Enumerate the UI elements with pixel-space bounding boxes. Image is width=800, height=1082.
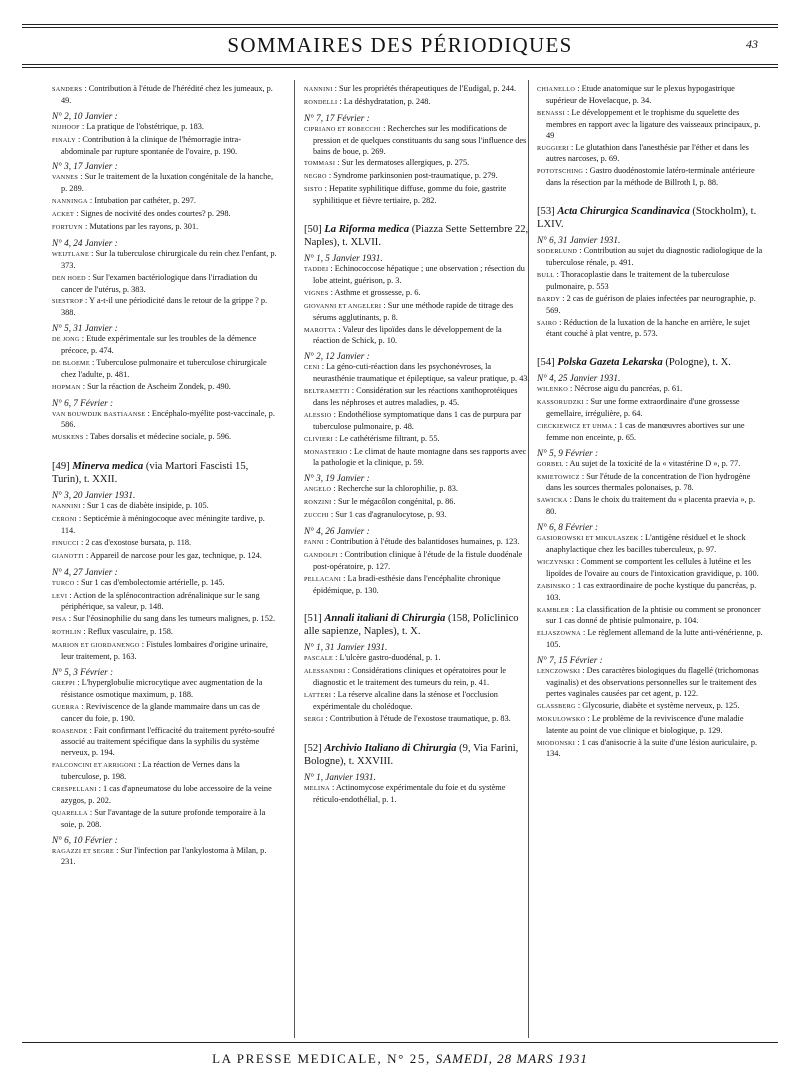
article-author: FINALY: [52, 136, 76, 144]
issue-heading: N° 6, 8 Février :: [537, 522, 599, 533]
issue-heading: N° 3, 19 Janvier :: [304, 473, 370, 484]
article-entry: [304, 158, 530, 170]
article-entry: [304, 410, 530, 433]
article-author: ZABINSKO: [537, 582, 571, 590]
article-author: MUSKENS: [52, 434, 84, 442]
article-entry: [304, 714, 530, 726]
article-author: GIANOTTI: [52, 552, 84, 560]
article-author: ALESSANDRI: [304, 668, 346, 676]
journal-heading: [537, 205, 763, 231]
article-entry: [537, 270, 763, 293]
article-title: : Le développement et le trophisme du squelette des membres en rapport avec la ligature des vaisseaux principaux, p. 49: [546, 107, 761, 140]
article-author: SAWICKA: [537, 497, 568, 505]
article-title: : Reviviscence de la glande mammaire dans un cas de cancer du foie, p. 190.: [61, 701, 260, 723]
article-author: SERGI: [304, 715, 324, 723]
article-title: : Recherche sur la chlorophilie, p. 83.: [333, 484, 458, 494]
article-entry: [537, 459, 763, 471]
article-title: : Sur le mégacôlon congénital, p. 86.: [333, 497, 456, 507]
article-title: : Comment se comportent les cellules à lutéine et les lipoïdes de l'ovaire au cours de l'intoxication gravidique, p. 100.: [546, 556, 759, 578]
article-title: : Réduction de la luxation de la hanche en arrière, le sujet étant couché à plat ventre, p. 573.: [546, 317, 750, 339]
article-entry: [537, 421, 763, 444]
article-title: : 1 cas extraordinaire de poche kystique du pancréas, p. 103.: [546, 580, 757, 602]
article-author: TADDEI: [304, 265, 329, 273]
article-entry: [304, 84, 530, 96]
article-author: KAMBLER: [537, 606, 570, 614]
article-title: : Sur l'éosinophilie du sang dans les tumeurs malignes, p. 152.: [68, 614, 276, 624]
article-author: HOPMAN: [52, 383, 81, 391]
article-entry: [304, 362, 530, 385]
issue-heading: N° 4, 26 Janvier :: [304, 526, 370, 536]
article-entry: [52, 334, 278, 357]
article-title: : Au sujet de la toxicité de la « vitastérine D », p. 77.: [565, 458, 741, 468]
article-entry: [52, 514, 278, 537]
article-entry: [537, 605, 763, 628]
article-title: : Intubation par cathéter, p. 297.: [89, 196, 196, 206]
article-title: : Fait confirmant l'efficacité du traitement pyréto-soufré associé au traitement spécifique dans la syphilis du système nerveux, p. 194.: [61, 725, 275, 758]
article-author: SAIRO: [537, 319, 558, 327]
article-author: PISA: [52, 616, 67, 624]
article-entry: [304, 484, 530, 496]
journal-number: [53]: [537, 206, 555, 218]
top-rule: [22, 24, 778, 25]
article-entry: [537, 246, 763, 269]
article-entry: [304, 301, 530, 324]
article-author: VAN BOUWDIJK BASTIAANSE: [52, 410, 146, 418]
article-title: : Sur une méthode rapide de titrage des sérums agglutinants, p. 8.: [313, 300, 514, 322]
article-title: : Considérations cliniques et opératoires pour le diagnostic et le traitement des tumeurs du rein, p. 41.: [313, 666, 507, 688]
article-entry: [537, 738, 763, 761]
article-title: : Sur une forme extraordinaire d'une grossesse gemellaire, irrégulière, p. 64.: [546, 397, 740, 419]
issue-heading: N° 2, 12 Janvier :: [304, 351, 370, 362]
article-title: : L'hyperglobulie microcytique avec augmentation de la résistance osmotique maximum, p. 188.: [61, 677, 263, 699]
article-title: : Septicémie à méningocoque avec méningite tardive, p. 114.: [61, 514, 265, 535]
article-entry: [537, 397, 763, 420]
article-entry: [52, 84, 278, 107]
article-author: ROASENDE: [52, 727, 88, 735]
article-entry: [304, 97, 530, 109]
article-title: : Considération sur les réactions xanthoprotéiques dans les néphroses et autres maladies, p. 45.: [313, 386, 518, 407]
article-author: FINUCCI: [52, 539, 79, 547]
article-entry: [537, 714, 763, 737]
article-title: : Contribution à la clinique de l'hémorragie intra-abdominale par rupture spontanée de l'ovaire, p. 190.: [61, 134, 241, 156]
article-entry: [537, 143, 763, 166]
article-author: LENCZOWSKI: [537, 668, 581, 676]
article-author: VIGNES: [304, 289, 329, 297]
article-title: : Glycosurie, diabète et système nerveux, p. 125.: [577, 700, 740, 710]
article-author: NANNINI: [304, 86, 333, 93]
article-entry: [52, 614, 278, 626]
footer-date: SAMEDI, 28 MARS 1931: [435, 1051, 588, 1066]
article-author: BENASSI: [537, 109, 565, 117]
article-title: : La réserve alcaline dans la sténose et l'occlusion expérimentale du cholédoque.: [313, 690, 498, 711]
article-author: CRESPELLANI: [52, 786, 97, 794]
journal-number: [50]: [304, 224, 322, 236]
article-title: : Etude expérimentale sur les troubles de la démence précoce, p. 474.: [61, 334, 257, 356]
article-entry: [537, 666, 763, 700]
article-author: ANGELO: [304, 486, 332, 494]
article-title: : Dans le choix du traitement du « placenta praevia », p. 80.: [546, 495, 756, 517]
article-entry: [52, 222, 278, 234]
article-author: NANNINI: [52, 503, 81, 511]
article-title: : Sur l'examen bactériologique dans l'irradiation du cancer de l'utérus, p. 383.: [61, 272, 258, 294]
article-entry: [537, 166, 763, 189]
issue-heading: N° 7, 15 Février :: [537, 655, 603, 666]
article-entry: [304, 171, 530, 183]
issue-heading: N° 1, 5 Janvier 1931.: [304, 253, 383, 264]
article-title: : Contribution à l'étude de l'hérédité chez les jumeaux, p. 49.: [61, 84, 273, 105]
article-entry: [537, 628, 763, 651]
article-entry: [537, 84, 763, 107]
article-title: : Tuberculose pulmonaire et tuberculose chirurgicale chez l'adulte, p. 481.: [61, 357, 267, 379]
issue-heading: N° 4, 27 Janvier :: [52, 566, 118, 577]
article-author: MARION ET GIORDANENGO: [52, 642, 140, 650]
journal-name: Archivio Italiano di Chirurgia: [324, 742, 457, 754]
article-entry: [537, 294, 763, 317]
article-entry: [52, 172, 278, 195]
issue-heading: N° 7, 17 Février :: [304, 112, 370, 123]
article-title: : Reflux vasculaire, p. 158.: [83, 627, 173, 637]
article-title: : Appareil de narcose pour les gaz, technique, p. 124.: [86, 550, 262, 560]
article-entry: [52, 702, 278, 725]
issue-heading: N° 6, 31 Janvier 1931.: [537, 235, 621, 246]
article-author: SISTO: [304, 186, 323, 194]
journal-number: [51]: [304, 613, 322, 625]
issue-heading: N° 3, 20 Janvier 1931.: [52, 490, 136, 501]
journal-address: (Pologne), t. X.: [665, 357, 731, 369]
article-title: : Fistules lombaires d'origine urinaire, leur traitement, p. 163.: [61, 640, 268, 662]
article-entry: [52, 551, 278, 563]
page-title: SOMMAIRES DES PÉRIODIQUES: [227, 33, 573, 57]
article-title: : Etude anatomique sur le plexus hypogastrique supérieur de Hovelacque, p. 34.: [546, 84, 735, 105]
article-entry: [52, 578, 278, 590]
article-author: CIPRIANO ET ROBECCHI: [304, 125, 382, 133]
article-author: NIJHOOF: [52, 123, 80, 131]
article-entry: [52, 409, 278, 432]
article-author: RONDELLI: [304, 98, 338, 106]
article-title: : Sur 1 cas d'agranulocytose, p. 93.: [330, 510, 447, 520]
article-author: TOMMASI: [304, 160, 336, 168]
article-entry: [52, 135, 278, 158]
article-author: TURCO: [52, 579, 75, 587]
article-entry: [52, 196, 278, 208]
journal-address: (Piazza Sette Settembre 22, Naples), t. XLVII.: [304, 224, 529, 249]
page-number: 43: [746, 37, 758, 51]
article-title: : La pratique de l'obstétrique, p. 183.: [81, 121, 204, 131]
issue-heading: N° 5, 9 Février :: [537, 447, 599, 458]
article-author: POTOTSCHING: [537, 168, 584, 176]
article-author: ROTHLIN: [52, 629, 82, 637]
article-title: : Le règlement allemand de la lutte anti-vénérienne, p. 105.: [546, 628, 763, 650]
top-rule-inner: [22, 27, 778, 28]
article-title: : 2 cas de guérison de plaies infectées par neurographie, p. 569.: [546, 293, 756, 315]
article-entry: [304, 666, 530, 689]
article-author: BELTRAMETTI: [304, 388, 350, 396]
article-author: LEVI: [52, 592, 68, 600]
article-entry: [537, 533, 763, 556]
article-entry: [304, 537, 530, 549]
article-entry: [537, 557, 763, 580]
article-title: : Gastro duodénostomie latéro-terminale antérieure dans la résection par la méthode de Billroth I, p. 88.: [546, 166, 755, 188]
article-entry: [52, 296, 278, 319]
article-author: QUARELLA: [52, 809, 88, 817]
article-author: GUERRA: [52, 703, 80, 711]
issue-heading: N° 1, Janvier 1931.: [304, 771, 376, 782]
article-title: : Sur l'infection par l'ankylostoma à Milan, p. 231.: [61, 845, 267, 867]
article-author: WEIJTLANE: [52, 250, 90, 258]
article-title: : Sur le traitement de la luxation congénitale de la hanche, p. 289.: [61, 172, 274, 194]
article-entry: [304, 574, 530, 597]
issue-heading: N° 4, 25 Janvier 1931.: [537, 373, 621, 384]
article-author: ELJASZOWNA: [537, 630, 581, 638]
article-entry: [537, 384, 763, 396]
article-title: : L'ulcère gastro-duodénal, p. 1.: [335, 653, 441, 663]
journal-name: Acta Chirurgica Scandinavica: [557, 206, 690, 218]
article-title: : 1 cas d'apneumatose du lobe accessoire de la veine azygos, p. 202.: [61, 784, 272, 805]
article-title: : La réaction de Vernes dans la tuberculose, p. 198.: [61, 760, 240, 782]
issue-heading: N° 6, 10 Février :: [52, 834, 118, 845]
article-title: : Actinomycose expérimentale du foie et du système réticulo-endothélial, p. 1.: [313, 782, 506, 804]
footer-rule: [22, 1042, 778, 1043]
article-author: RONZINI: [304, 499, 332, 507]
article-author: MONASTERIO: [304, 448, 348, 456]
article-author: ACKET: [52, 211, 75, 219]
article-entry: [52, 640, 278, 663]
article-title: : Contribution à l'étude des balantidoses humaines, p. 123.: [326, 536, 520, 546]
article-author: NANNINGA: [52, 198, 88, 206]
article-entry: [537, 472, 763, 495]
article-author: ALESSIO: [304, 411, 332, 419]
article-title: : Sur l'avantage de la suture profonde temporaire à la soie, p. 208.: [61, 807, 266, 829]
article-author: DE BLOEME: [52, 359, 90, 367]
article-entry: [52, 249, 278, 272]
issue-heading: N° 1, 31 Janvier 1931.: [304, 642, 388, 653]
article-title: : Le climat de haute montagne dans ses rapports avec la pathologie et la clinique, p. 59.: [313, 446, 527, 468]
article-author: GORBEL: [537, 460, 564, 468]
article-title: : Mutations par les rayons, p. 301.: [85, 221, 199, 231]
article-entry: [52, 122, 278, 134]
journal-address: (via Martori Fascisti 15, Turin), t. XXII.: [52, 461, 249, 486]
article-entry: [304, 510, 530, 522]
article-entry: [52, 358, 278, 381]
article-entry: [537, 581, 763, 604]
article-title: : Tabes dorsalis et médecine sociale, p. 596.: [85, 432, 232, 442]
article-entry: [52, 808, 278, 831]
article-author: CENI: [304, 364, 320, 372]
article-author: GREPPI: [52, 679, 76, 687]
article-author: FALCONCINI ET ARRIGONI: [52, 762, 137, 770]
issue-heading: N° 2, 10 Janvier :: [52, 110, 118, 121]
article-entry: [52, 784, 278, 807]
journal-heading: [537, 356, 763, 369]
journal-number: [54]: [537, 357, 555, 369]
article-author: FORTUYN: [52, 223, 83, 231]
journal-number: [49]: [52, 461, 70, 473]
article-entry: [52, 538, 278, 550]
journal-heading: [304, 612, 530, 638]
article-entry: [304, 783, 530, 806]
issue-heading: N° 5, 31 Janvier :: [52, 323, 118, 334]
article-author: VANNES: [52, 174, 79, 182]
article-title: : Le glutathion dans l'anesthésie par l'éther et dans les autres narcoses, p. 69.: [546, 142, 749, 164]
column-3: [537, 84, 763, 1034]
article-author: WILENKO: [537, 386, 568, 394]
article-entry: [52, 209, 278, 221]
article-author: NEGRO: [304, 173, 327, 181]
article-title: : Valeur des lipoïdes dans le développement de la réaction de Schick, p. 10.: [313, 324, 502, 346]
article-author: WICZYNSKI: [537, 558, 575, 566]
article-author: MOKULOWSKO: [537, 715, 586, 723]
issue-heading: N° 3, 17 Janvier :: [52, 161, 118, 172]
article-entry: [52, 760, 278, 783]
article-author: RUGGIERI: [537, 144, 569, 152]
article-entry: [537, 701, 763, 713]
journal-name: Polska Gazeta Lekarska: [557, 357, 663, 369]
article-title: : Nécrose aigu du pancréas, p. 61.: [570, 384, 683, 394]
article-title: : Contribution clinique à l'étude de la fistule duodénale post-opératoire, p. 127.: [313, 549, 523, 571]
article-author: DEN HOED: [52, 274, 86, 282]
article-title: : Des caractères biologiques du flagellé (trichomonas vaginalis) et des observations personnelles sur le traitement des pertes vaginales causées par cet agent, p. 122.: [546, 666, 759, 698]
footer-publication: LA PRESSE MEDICALE, N° 25,: [212, 1051, 431, 1066]
article-title: : Sur l'étude de la concentration de l'ion hydrogène dans les sources thermales polonaises, p. 78.: [546, 471, 751, 493]
article-entry: [537, 318, 763, 341]
article-entry: [304, 434, 530, 446]
article-entry: [304, 386, 530, 409]
article-title: : Hepatite syphilitique diffuse, gomme du foie, gastrite syphilitique et fièvre tertiaire, p. 282.: [313, 184, 507, 206]
article-author: SODERLUND: [537, 248, 578, 256]
article-author: MIODONSKI: [537, 739, 576, 747]
article-entry: [304, 550, 530, 573]
article-entry: [52, 591, 278, 614]
article-entry: [52, 846, 278, 869]
article-entry: [52, 627, 278, 639]
article-author: KASSORUDZKI: [537, 399, 584, 407]
journal-heading: [304, 223, 530, 249]
journal-address: (158, Policlinico alle sapienze, Naples), t. X.: [304, 613, 519, 638]
article-author: CERONI: [52, 516, 77, 524]
article-author: PELLACANI: [304, 575, 342, 583]
article-author: PASCALE: [304, 655, 334, 663]
article-title: : Encéphalo-myélite post-vaccinale, p. 586.: [61, 408, 275, 430]
article-entry: [304, 325, 530, 348]
article-title: : Recherches sur les modifications de pression et de quelques constituants du sang sous l'influence des bains de boue, p. 269.: [313, 123, 527, 156]
article-entry: [52, 432, 278, 444]
article-entry: [304, 497, 530, 509]
article-entry: [304, 690, 530, 713]
article-title: : Syndrome parkinsonien post-traumatique, p. 279.: [328, 171, 498, 181]
article-title: : Contribution au sujet du diagnostic radiologique de la tuberculose rénale, p. 491.: [546, 246, 763, 267]
article-entry: [52, 726, 278, 760]
journal-number: [52]: [304, 742, 322, 754]
article-title: : Endothéliose symptomatique dans 1 cas de purpura par tuberculose pulmonaire, p. 48.: [313, 409, 522, 431]
article-title: : 2 cas d'exostose bursata, p. 118.: [80, 537, 192, 547]
article-entry: [537, 495, 763, 518]
article-entry: [304, 288, 530, 300]
article-title: : Le cathétérisme filtrant, p. 55.: [334, 433, 440, 443]
article-title: : La déshydratation, p. 248.: [339, 96, 431, 106]
issue-heading: N° 4, 24 Janvier :: [52, 237, 118, 248]
article-author: GASIOROWSKI ET MIKULASZEK: [537, 535, 639, 543]
article-author: LATTERI: [304, 692, 332, 700]
article-title: : L'antigène résiduel et le shock anaphylactique chez les bacilles tuberculeux, p. 97.: [546, 533, 746, 554]
article-title: : Asthme et grossesse, p. 6.: [330, 287, 421, 297]
page-footer: [0, 1051, 800, 1067]
article-title: : Sur la tuberculose chirurgicale du rein chez l'enfant, p. 373.: [61, 248, 277, 270]
article-author: RAGAZZI ET SEGRE: [52, 847, 115, 855]
article-title: : La bradi-esthésie dans l'encéphalite chronique épidémique, p. 130.: [313, 573, 501, 595]
article-title: : Sur les propriétés thérapeutiques de l'Eudigal, p. 244.: [334, 84, 517, 93]
article-title: : Sur les dermatoses allergiques, p. 275.: [337, 158, 470, 168]
article-author: ZUCCHI: [304, 512, 329, 520]
article-author: BARDY: [537, 295, 561, 303]
article-author: BULL: [537, 271, 555, 279]
journal-name: La Riforma medica: [324, 224, 410, 236]
article-entry: [304, 653, 530, 665]
article-entry: [304, 447, 530, 470]
article-title: : Sur la réaction de Ascheim Zondek, p. 490.: [82, 381, 231, 391]
article-title: : La géno-cuti-réaction dans les psychonévroses, la neurasthénie traumatique et épileptique, sa valeur pratique, p. 43.: [313, 362, 530, 384]
article-title: : Action de la splénocontraction adrénalinique sur le sang périphérique, sa valeur, p. 148.: [61, 590, 260, 612]
article-entry: [304, 124, 530, 158]
article-title: : 1 cas d'anisocrie à la suite d'une lésion auriculaire, p. 134.: [546, 737, 758, 759]
column-2: [304, 84, 530, 1034]
article-title: : Le problème de la reviviscence d'une maladie latente au point de vue clinique et biologique, p. 129.: [546, 713, 744, 735]
article-author: SANDERS: [52, 86, 83, 93]
journal-heading: [52, 460, 278, 486]
article-author: GANDOLFI: [304, 551, 339, 559]
article-title: : Thoracoplastie dans le traitement de la tuberculose pulmonaire, p. 553: [546, 269, 730, 291]
article-title: : 1 cas de manœuvres abortives sur une femme non enceinte, p. 65.: [546, 420, 745, 442]
article-author: CLIVIERI: [304, 435, 333, 443]
article-entry: [304, 264, 530, 287]
journal-address: (9, Via Farini, Bologne), t. XXVIII.: [304, 742, 519, 767]
article-author: CHIANELLO: [537, 86, 576, 93]
journal-address: (Stockholm), t. LXIV.: [537, 206, 757, 231]
article-entry: [52, 382, 278, 394]
article-author: GLASSBERG: [537, 702, 576, 710]
article-author: KMIETOWICZ: [537, 473, 580, 481]
column-1: [52, 84, 278, 1034]
article-title: : Signes de nocivité des ondes courtes? p. 298.: [76, 209, 231, 219]
article-author: DE JONG: [52, 336, 80, 344]
article-author: MELINA: [304, 784, 330, 792]
article-entry: [52, 678, 278, 701]
article-author: CIECKIEWICZ ET UHMA: [537, 422, 613, 430]
header-rule-inner: [22, 67, 778, 68]
article-author: FANNI: [304, 538, 324, 546]
article-title: : Echinococcose hépatique ; une observation ; résection du lobe atteint, guérison, p. 3.: [313, 263, 525, 285]
journal-name: Annali italiani di Chirurgia: [324, 613, 446, 625]
article-entry: [304, 184, 530, 207]
column-divider-1: [294, 80, 295, 1038]
article-title: : Sur 1 cas de diabète insipide, p. 105.: [82, 501, 209, 511]
journal-name: Minerva medica: [72, 461, 144, 473]
article-author: SIESTROP: [52, 298, 83, 306]
article-title: : Contribution à l'étude de l'exostose traumatique, p. 83.: [325, 713, 511, 723]
article-author: GIOVANNI ET ANGELERI: [304, 302, 382, 310]
article-title: : Sur 1 cas d'embolectomie artérielle, p. 145.: [76, 577, 225, 587]
journal-heading: [304, 742, 530, 768]
article-entry: [52, 273, 278, 296]
article-title: : La classification de la phtisie ou comment se prononcer sur 1 cas donné de phtisie pulmonaire, p. 104.: [546, 604, 761, 626]
article-title: : Y a-t-il une périodicité dans le retour de la grippe ? p. 388.: [61, 296, 268, 318]
header-rule: [22, 64, 778, 65]
article-entry: [52, 501, 278, 513]
article-author: MAROTTA: [304, 326, 337, 334]
issue-heading: N° 5, 3 Février :: [52, 666, 114, 677]
issue-heading: N° 6, 7 Février :: [52, 397, 114, 408]
article-entry: [537, 108, 763, 142]
